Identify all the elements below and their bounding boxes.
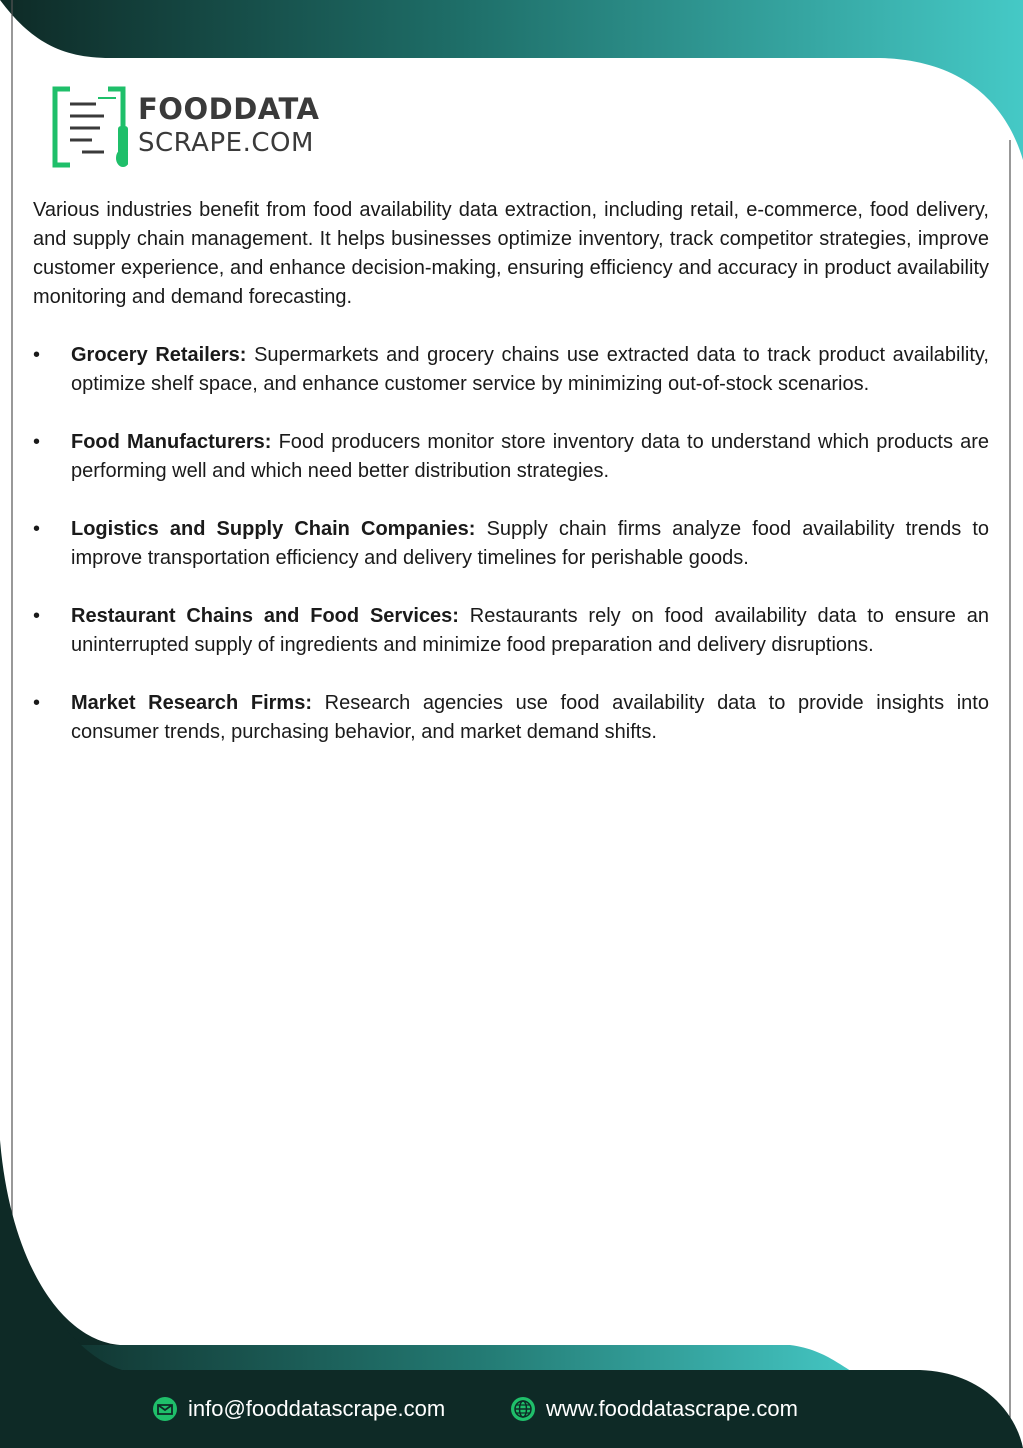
logo-text-line1: FOODDATA <box>138 92 320 126</box>
list-item <box>33 689 989 747</box>
list-item-text: Research agencies use food availability data to provide insights into consumer trends, purchasing behavior, and market demand shifts. <box>71 692 989 743</box>
bullet: • <box>33 344 41 366</box>
bullet: • <box>33 518 41 540</box>
list-item <box>33 602 989 660</box>
list-item <box>33 515 989 573</box>
industry-list <box>33 341 989 747</box>
logo-text-line2: SCRAPE.COM <box>138 128 314 158</box>
bullet: • <box>33 605 41 627</box>
list-item-title: Logistics and Supply Chain Companies: <box>71 518 476 540</box>
website-link[interactable]: www.fooddatascrape.com <box>546 1396 798 1421</box>
main-content <box>33 196 989 776</box>
list-item-text: Supermarkets and grocery chains use extracted data to track product availability, optimize shelf space, and enhance customer service by minimizing out-of-stock scenarios. <box>71 344 989 395</box>
list-item-title: Food Manufacturers: <box>71 431 272 453</box>
bullet: • <box>33 431 41 453</box>
footer-website[interactable] <box>510 1396 798 1422</box>
footer <box>0 1392 1023 1432</box>
list-item-text: Food producers monitor store inventory data to understand which products are performing well and which need better distribution strategies. <box>71 431 989 482</box>
list-item <box>33 341 989 399</box>
list-item-text: Restaurants rely on food availability data to ensure an uninterrupted supply of ingredients and minimize food preparation and delivery disruptions. <box>71 605 989 656</box>
list-item-title: Grocery Retailers: <box>71 344 247 366</box>
list-item <box>33 428 989 486</box>
mail-icon <box>152 1396 178 1422</box>
list-item-text: Supply chain firms analyze food availability trends to improve transportation efficiency and delivery timelines for perishable goods. <box>71 518 989 569</box>
logo <box>52 86 342 170</box>
list-item-title: Restaurant Chains and Food Services: <box>71 605 459 627</box>
footer-email[interactable] <box>152 1396 445 1422</box>
intro-paragraph: Various industries benefit from food availability data extraction, including retail, e-commerce, food delivery, and supply chain management. It helps businesses optimize inventory, track competitor strategies, improve customer experience, and enhance decision-making, ensuring efficiency and accuracy in product availability monitoring and demand forecasting. <box>33 199 989 308</box>
list-item-title: Market Research Firms: <box>71 692 312 714</box>
email-link[interactable]: info@fooddatascrape.com <box>188 1396 446 1421</box>
globe-icon <box>510 1396 536 1422</box>
bullet: • <box>33 692 41 714</box>
document-icon <box>52 86 128 168</box>
